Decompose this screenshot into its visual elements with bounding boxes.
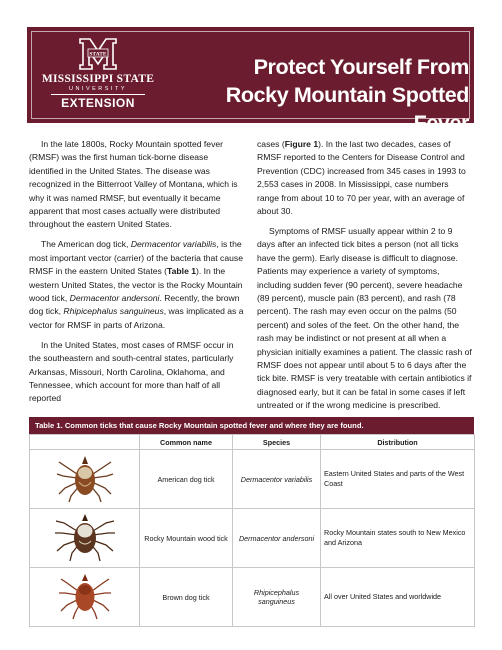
- header-image: [30, 435, 140, 450]
- common-name-cell: American dog tick: [140, 450, 233, 509]
- species-cell: Rhipicephalus sanguineus: [233, 568, 321, 627]
- msu-extension-logo: [39, 37, 157, 117]
- distribution-cell: Rocky Mountain states south to New Mexico and Arizona: [321, 509, 475, 568]
- distribution-cell: Eastern United States and parts of the West Coast: [321, 450, 475, 509]
- distribution-cell: All over United States and worldwide: [321, 568, 475, 627]
- logo-name: MISSISSIPPI STATE: [41, 73, 155, 85]
- right-column: [257, 138, 472, 419]
- ticks-table: [29, 417, 474, 622]
- table-row: [30, 450, 475, 509]
- paragraph-cases: cases (Figure 1). In the last two decades, cases of RMSF reported to the Centers for Disease Control and Prevention (CDC) increased from 345 cases in 1993 to 2,553 cases in 2008. In Mississippi, case numbers range from about 10 to 70 per year, with an average of about 30.: [257, 139, 466, 217]
- species-name: Dermacentor andersoni: [69, 292, 160, 303]
- header-distribution: Distribution: [321, 435, 475, 450]
- common-name-cell: Brown dog tick: [140, 568, 233, 627]
- left-column: [29, 138, 244, 412]
- tick-image-cell: [30, 568, 140, 627]
- ticks-table-grid: [29, 434, 475, 627]
- header-banner: [27, 27, 474, 135]
- table-caption: Table 1. Common ticks that cause Rocky Mountain spotted fever and where they are found.: [29, 417, 474, 434]
- page-title: [169, 53, 469, 137]
- american-dog-tick-icon: [55, 452, 115, 504]
- paragraph-vectors: The American dog tick, Dermacentor variabilis, is the most important vector (carrier) of the bacteria that cause RMSF in the eastern United States (Table 1). In the western United States, the vector is the Rocky Mountain wood tick, Dermacentor andersoni. Recently, the brown dog tick, Rhipicephalus sanguineus, was implicated as a vector for RMSF in parts of Arizona.: [29, 239, 244, 330]
- msu-m-logo-icon: [76, 37, 120, 71]
- title-line-2: Rocky Mountain Spotted Fever: [225, 83, 469, 135]
- paragraph-history: In the late 1800s, Rocky Mountain spotted fever (RMSF) was the first human tick-borne disease identified in the United States. The disease was recognized in the Bitterroot Valley of Montana, which is why it was named RMSF, but eventually it became apparent that most cases actually were distributed throughout the eastern United States.: [29, 139, 238, 230]
- rocky-mountain-wood-tick-icon: [54, 511, 116, 563]
- table-row: [30, 568, 475, 627]
- species-name: Rhipicephalus sanguineus: [63, 306, 164, 317]
- header-common-name: Common name: [140, 435, 233, 450]
- shield-text: STATE: [89, 51, 107, 58]
- paragraph-distribution: In the United States, most cases of RMSF occur in the southeastern and south-central states, particularly Arkansas, Missouri, North Carolina, Oklahoma, and Tennessee, which account for more than half of all reported: [29, 339, 234, 404]
- logo-extension: EXTENSION: [61, 96, 135, 110]
- tick-image-cell: [30, 450, 140, 509]
- header-species: Species: [233, 435, 321, 450]
- figure-reference: Figure 1: [284, 139, 319, 149]
- table-reference: Table 1: [167, 266, 197, 277]
- title-line-1: Protect Yourself From: [253, 55, 469, 79]
- species-cell: Dermacentor variabilis: [233, 450, 321, 509]
- table-header-row: [30, 435, 475, 450]
- table-row: [30, 509, 475, 568]
- species-cell: Dermacentor andersoni: [233, 509, 321, 568]
- species-name: Dermacentor variabilis: [130, 239, 217, 250]
- logo-divider: [51, 94, 145, 95]
- tick-image-cell: [30, 509, 140, 568]
- logo-university: UNIVERSITY: [68, 86, 127, 92]
- brown-dog-tick-icon: [55, 571, 115, 621]
- paragraph-symptoms: Symptoms of RMSF usually appear within 2 to 9 days after an infected tick bites a person (not all ticks have the germ). Early disease is difficult to diagnose. Patients may experience a variety of symptoms, including sudden fever (90 percent), severe headache (89 percent), muscle pain (83 percent), and rash (78 percent). The rash may even occur on the palms (50 percent) and soles of the feet. On the other hand, the rash may be indistinct or not present at all when a physician initially examines a patient. The classic rash of RMSF does not appear until about 5 to 6 days after the tick bite. RMSF is very treatable with certain antibiotics if diagnosed early, but it can be fatal in some cases if left untreated or if the wrong medicine is prescribed.: [257, 225, 472, 411]
- common-name-cell: Rocky Mountain wood tick: [140, 509, 233, 568]
